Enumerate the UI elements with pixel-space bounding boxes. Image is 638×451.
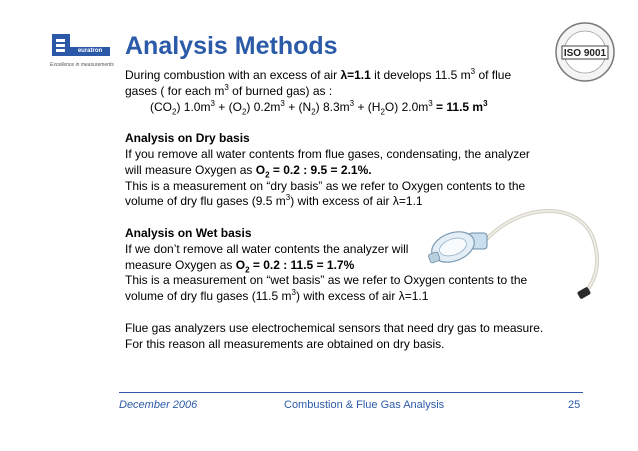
wet-line-1: If we don’t remove all water contents the analyzer will: [125, 241, 409, 256]
dry-line-1: If you remove all water contents from flue gases, condensating, the analyzer: [125, 146, 530, 161]
spacer: [125, 115, 595, 131]
company-logo: [50, 28, 112, 72]
footer-title: Combustion & Flue Gas Analysis: [284, 399, 445, 411]
gas-composition-line: $(CO_2) 1.0m^3 + (O_2) 0.2m^3 + (N_2) 8.3m^3 + (H_2O) 2.0m^3 = 11.5$ $m^3$: [150, 98, 488, 116]
closing-line-2: For this reason all measurements are obtained on dry basis.: [125, 336, 445, 351]
footer-date: December 2006: [119, 399, 198, 411]
dry-basis-heading: Analysis on Dry basis: [125, 131, 250, 146]
intro-line-1: During combustion with an excess of air λ=1.1 it develops 11.5 $m^3$ of flue: [125, 67, 512, 82]
footer-divider: [119, 392, 583, 393]
gas-probe-filter-illustration: [425, 205, 610, 310]
closing-line-1: Flue gas analyzers use electrochemical sensors that need dry gas to measure.: [125, 320, 544, 335]
wet-line-4: volume of dry flu gases (11.5 $m^3$) with excess of air λ=1.1: [125, 288, 429, 304]
dry-line-4: volume of dry flu gases (9.5 $m^3$) with excess of air λ=1.1: [125, 193, 423, 209]
logo-tagline: Excellence in measurements: [50, 62, 114, 68]
intro-line-2: gases ( for each $m^3$ of burned gas) as :: [125, 82, 333, 98]
svg-text:ISO 9001: ISO 9001: [563, 48, 607, 59]
slide-title: Analysis Methods: [125, 32, 338, 60]
wet-line-2: measure Oxygen as $O_2 = 0.2$ : 11.5 = 1.7%: [125, 257, 355, 274]
logo-mark: [52, 34, 70, 56]
logo-name: euratron: [70, 47, 110, 56]
wet-basis-heading: Analysis on Wet basis: [125, 225, 252, 240]
wet-line-3: This is a measurement on “wet basis” as we refer to Oxygen contents to the: [125, 273, 528, 288]
page-number: 25: [568, 399, 581, 411]
dry-line-3: This is a measurement on “dry basis” as we refer to Oxygen contents to the: [125, 178, 526, 193]
dry-line-2: will measure Oxygen as $O_2 = 0.2$ : 9.5 = 2.1%.: [125, 162, 372, 180]
